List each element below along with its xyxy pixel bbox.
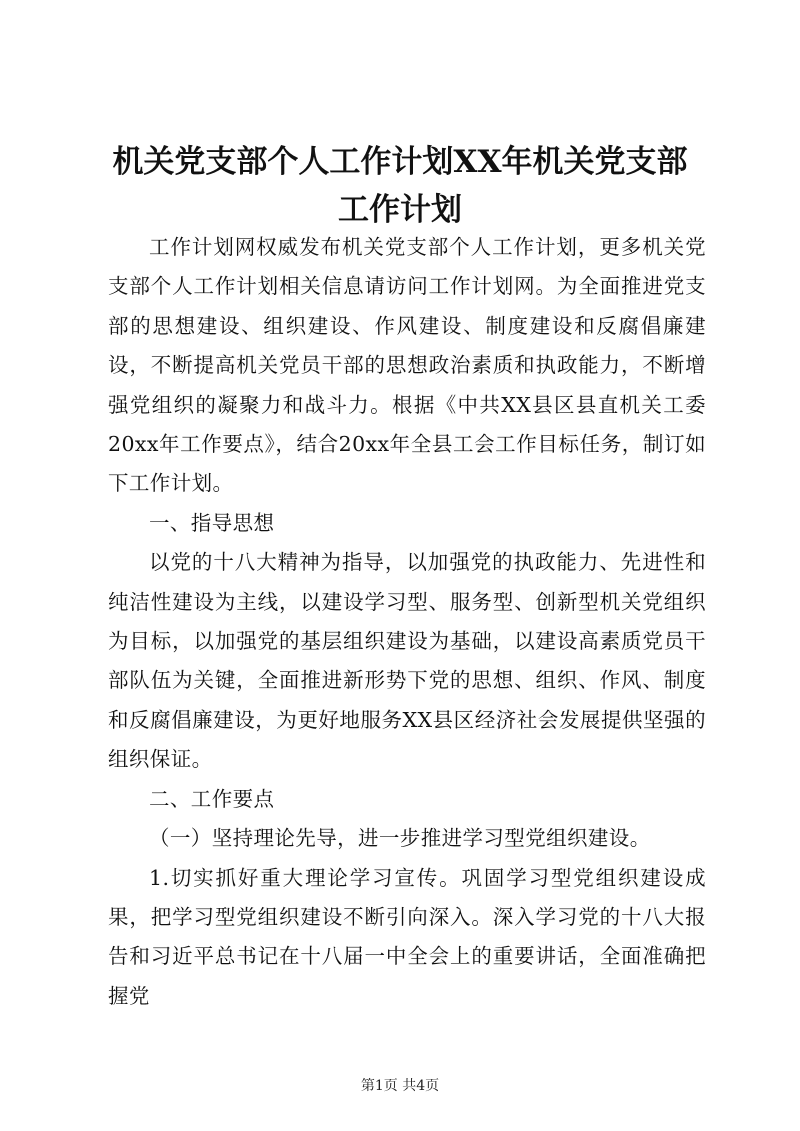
document-body: [108, 228, 706, 1016]
section-heading-work-points: 二、工作要点: [149, 786, 275, 811]
theory-study-paragraph: 1.切实抓好重大理论学习宣传。巩固学习型党组织建设成果，把学习型党组织建设不断引向深入。深入学习党的十八大报告和习近平总书记在十八届一中全会上的重要讲话，全面准确把握党: [108, 865, 706, 1008]
guiding-ideology-paragraph: 以党的十八大精神为指导，以加强党的执政能力、先进性和纯洁性建设为主线，以建设学习型、服务型、创新型机关党组织为目标，以加强党的基层组织建设为基础，以建设高素质党员干部队伍为关键，全面推进新形势下党的思想、组织、作风、制度和反腐倡廉建设，为更好地服务XX县区经济社会发展提供坚强的组织保证。: [108, 550, 706, 772]
document-title: 机关党支部个人工作计划XX年机关党支部工作计划: [112, 144, 688, 228]
page-footer: 第1页 共4页: [360, 1078, 440, 1094]
section-heading-guiding-ideology: 一、指导思想: [149, 510, 275, 535]
subsection-heading-theory: （一）坚持理论先导，进一步推进学习型党组织建设。: [149, 826, 651, 851]
intro-paragraph: 工作计划网权威发布机关党支部个人工作计划，更多机关党支部个人工作计划相关信息请访问工作计划网。为全面推进党支部的思想建设、组织建设、作风建设、制度建设和反腐倡廉建设，不断提高机关党员干部的思想政治素质和执政能力，不断增强党组织的凝聚力和战斗力。根据《中共XX县区县直机关工委20xx年工作要点》，结合20xx年全县工会工作目标任务，制订如下工作计划。: [108, 235, 706, 496]
